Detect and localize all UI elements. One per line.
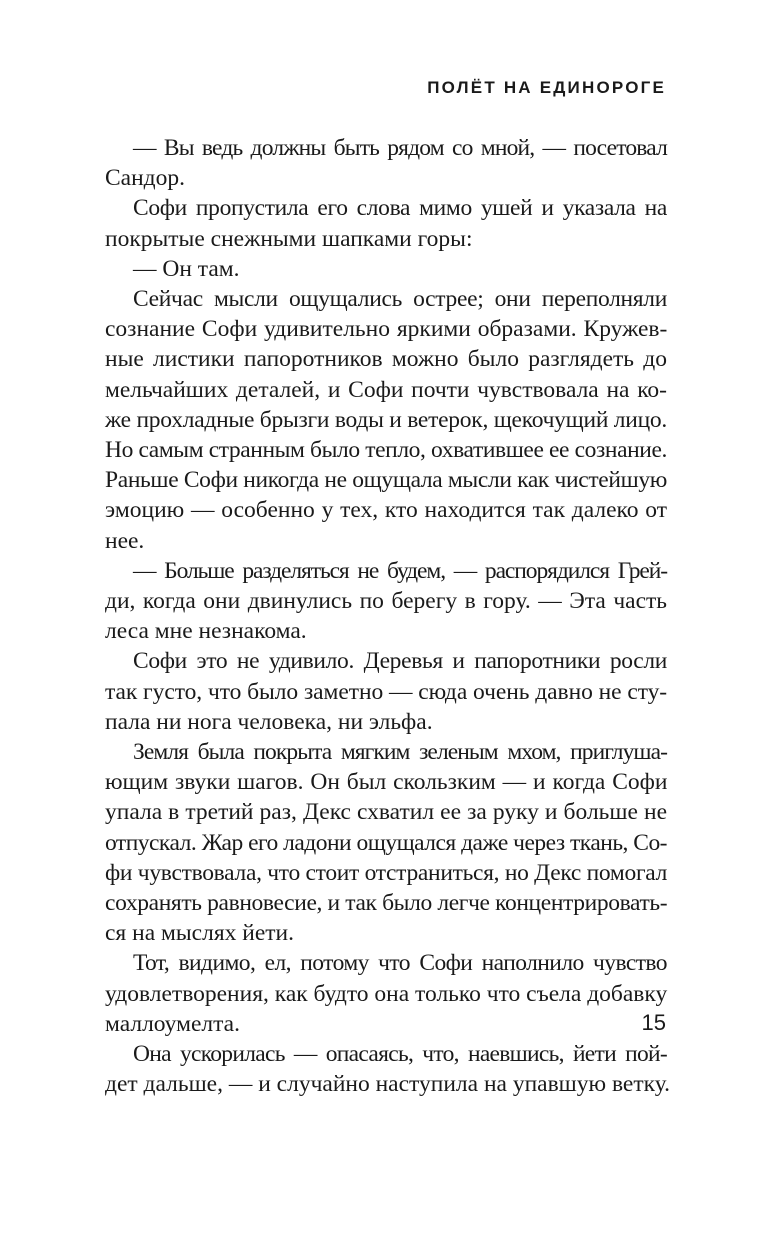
text-line: ди, когда они двинулись по берегу в гору. — Эта часть [105,588,667,615]
paragraph [77,193,667,253]
text-line: — Он там. [133,255,240,282]
text-line: отпускал. Жар его ладони ощущался даже через ткань, Со- [105,829,667,856]
paragraph [77,1039,670,1099]
text-line: маллоумелта. [105,1010,240,1037]
text-line: сохранять равновесие, и так было легче концентрировать- [105,890,668,917]
text-line: фи чувствовала, что стоит отстраниться, но Декс помогал [105,859,668,886]
text-line: сознание Софи удивительно яркими образами. Кружев- [105,316,668,343]
text-line: эмоцию — особенно у тех, кто находится так далеко от [105,497,667,524]
paragraph [77,284,667,556]
text-line: покрытые снежными шапками горы: [105,225,473,252]
text-line: Софи пропустила его слова мимо ушей и указала на [133,195,667,222]
text-line: пала ни нога человека, ни эльфа. [105,708,433,735]
text-line: — Вы ведь должны быть рядом со мной, — посетовал [133,135,667,161]
paragraph [77,556,667,647]
paragraph [77,737,667,948]
text-line: Сандор. [105,165,186,192]
text-line: упала в третий раз, Декс схватил ее за руку и больше не [105,799,667,826]
paragraph [77,133,667,193]
running-title: ПОЛЁТ НА ЕДИНОРОГЕ [427,78,666,97]
page-number: 15 [641,1010,666,1035]
text-line: леса мне незнакома. [105,618,307,645]
text-line: Раньше Софи никогда не ощущала мысли как чистейшую [105,467,667,494]
text-line: мельчайших деталей, и Софи почти чувствовала на ко- [105,376,668,403]
text-line: Тот, видимо, ел, потому что Софи наполнило чувство [133,950,667,977]
text-line: же прохладные брызги воды и ветерок, щекочущий лицо. [105,406,668,433]
body-text [77,133,670,1100]
text-line: удовлетворения, как будто она только что съела добавку [105,980,668,1007]
text-line: Но самым странным было тепло, охватившее ее сознание. [105,437,667,464]
text-line: ющим звуки шагов. Он был скользким — и когда Софи [105,769,668,796]
text-line: так густо, что было заметно — сюда очень давно не сту- [105,678,668,705]
text-line: дет дальше, — и случайно наступила на упавшую ветку. [105,1071,670,1098]
text-line: нее. [105,527,145,554]
text-line: ся на мыслях йети. [105,920,294,947]
text-line: Софи это не удивило. Деревья и папоротники росли [133,648,667,675]
text-line: — Больше разделяться не будем, — распорядился Грей- [133,557,667,584]
text-line: ные листики папоротников можно было разглядеть до [105,346,667,373]
paragraph [77,646,667,737]
text-line: Сейчас мысли ощущались острее; они переполняли [133,286,667,313]
paragraph [77,948,667,1039]
paragraph [77,254,667,284]
text-line: Она ускорилась — опасаясь, что, наевшись, йети пой- [133,1041,667,1068]
text-line: Земля была покрыта мягким зеленым мхом, приглуша- [133,739,667,766]
